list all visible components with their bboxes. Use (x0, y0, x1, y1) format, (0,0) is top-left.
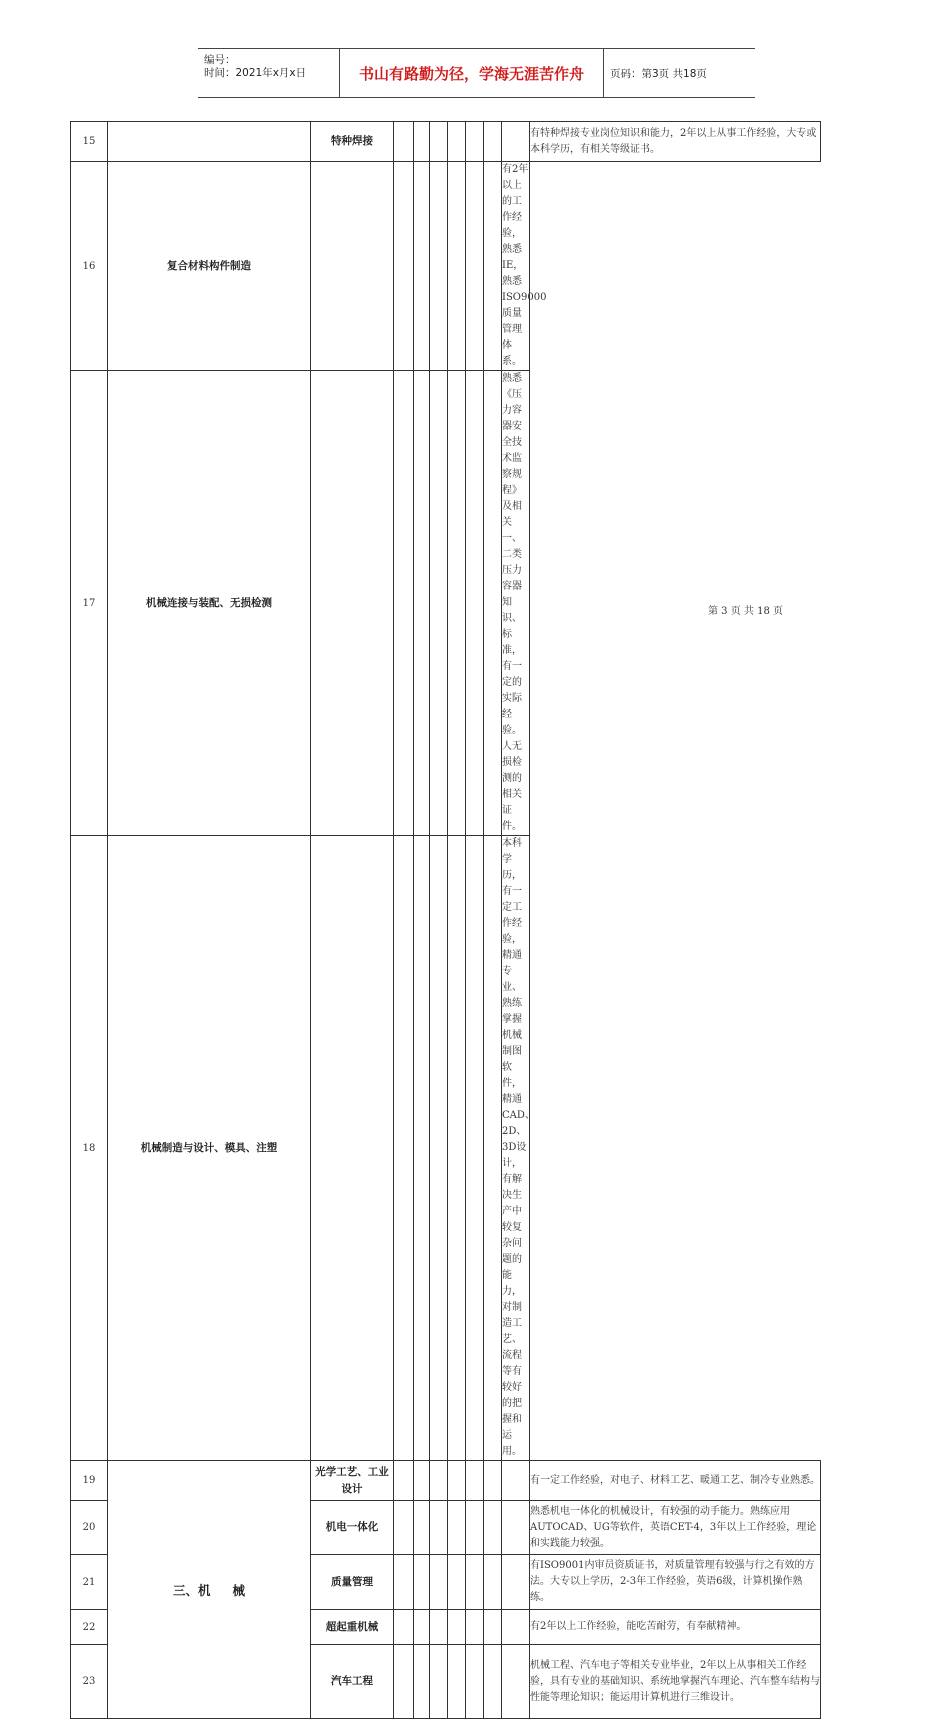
position-name: 超起重机械 (311, 1610, 394, 1645)
requirement-text: 熟悉《压力容器安全技术监察规程》及相关一、二类压力容器知识、标准，有一定的实际经验。人无损检测的相关证件。 (502, 371, 530, 836)
position-name: 特种焊接 (311, 122, 394, 162)
time-label: 时间：2021年x月x日 (204, 67, 307, 79)
row-number: 18 (71, 836, 108, 1461)
table-row (71, 1461, 821, 1501)
category-cell-upper (108, 122, 311, 162)
code-label: 编号： (204, 54, 236, 66)
requirement-text: 有ISO9001内审员资质证书，对质量管理有较强与行之有效的方法。大专以上学历，2-3年工作经验，英语6级，计算机操作熟练。 (530, 1555, 821, 1610)
row-number: 21 (71, 1555, 108, 1610)
position-name: 质量管理 (311, 1555, 394, 1610)
requirement-text: 有一定工作经验，对电子、材料工艺、暖通工艺、制冷专业熟悉。 (530, 1461, 821, 1501)
recruitment-table (70, 121, 821, 1719)
table-row (71, 162, 821, 371)
row-number: 15 (71, 122, 108, 162)
requirement-text: 有特种焊接专业岗位知识和能力，2年以上从事工作经验，大专或本科学历，有相关等级证书。 (530, 122, 821, 162)
requirement-text: 有2年以上的工作经验，熟悉IE，熟悉ISO9000质量管理体系。 (502, 162, 530, 371)
position-name: 光学工艺、工业设计 (311, 1461, 394, 1501)
row-number: 16 (71, 162, 108, 371)
table-row (71, 836, 821, 1461)
row-number: 17 (71, 371, 108, 836)
position-name: 复合材料构件制造 (108, 162, 311, 371)
page-indicator: 页码：第3页 共18页 (610, 67, 707, 80)
page-header (198, 48, 755, 98)
requirement-text: 本科学历，有一定工作经验，精通专业、熟练掌握机械制图软件，精通CAD、2D、3D设计，有解决生产中较复杂问题的能力，对制造工艺、流程等有较好的把握和运用。 (502, 836, 530, 1461)
category-prefix: 三、机 (172, 1582, 211, 1598)
row-number: 23 (71, 1645, 108, 1719)
row-number: 20 (71, 1501, 108, 1555)
category-suffix: 械 (232, 1582, 246, 1598)
header-meta (198, 49, 339, 97)
row-number: 22 (71, 1610, 108, 1645)
motto: 书山有路勤为径，学海无涯苦作舟 (339, 49, 604, 97)
table-row (71, 122, 821, 162)
requirement-text: 有2年以上工作经验，能吃苦耐劳，有奉献精神。 (530, 1610, 821, 1645)
position-name: 机械连接与装配、无损检测 (108, 371, 311, 836)
requirement-text: 熟悉机电一体化的机械设计，有较强的动手能力。熟练应用AUTOCAD、UG等软件，英语CET-4，3年以上工作经验，理论和实践能力较强。 (530, 1501, 821, 1555)
row-number: 19 (71, 1461, 108, 1501)
position-name: 机械制造与设计、模具、注塑 (108, 836, 311, 1461)
position-name: 机电一体化 (311, 1501, 394, 1555)
category-cell (108, 1461, 311, 1719)
page-footer: 第 3 页 共 18 页 (708, 606, 783, 617)
position-name: 汽车工程 (311, 1645, 394, 1719)
requirement-text: 机械工程、汽车电子等相关专业毕业，2年以上从事相关工作经验，具有专业的基础知识、系统地掌握汽车理论、汽车整车结构与性能等理论知识；能运用计算机进行三维设计。 (530, 1645, 821, 1719)
